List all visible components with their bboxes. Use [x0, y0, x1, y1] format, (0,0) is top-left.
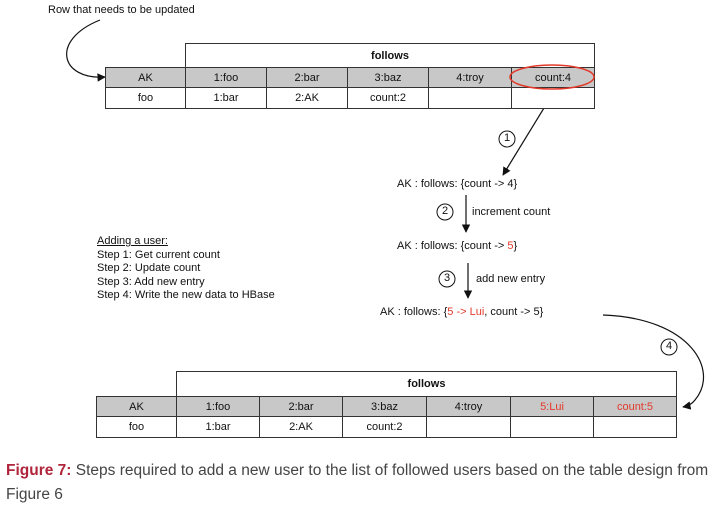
top-row-cell: 1:bar: [185, 87, 267, 109]
top-header-cell: count:4: [511, 67, 595, 88]
top-row-cell: [428, 87, 512, 109]
update-row-note: Row that needs to be updated: [48, 4, 195, 16]
top-row-cell: foo: [105, 87, 186, 109]
bottom-row-cell: 2:AK: [259, 416, 343, 438]
top-header-cell: AK: [105, 67, 186, 88]
bottom-header-cell-count: count:5: [593, 396, 677, 417]
state-line-1: AK : follows: {count -> 4}: [397, 178, 518, 190]
bottom-row-cell: [593, 416, 677, 438]
bottom-family-header: follows: [176, 371, 677, 397]
state-line-3-pre: AK : follows: {: [380, 306, 448, 318]
step4-number: 4: [665, 340, 673, 352]
state-line-2-pre: AK : follows: {count ->: [397, 240, 508, 252]
state-line-2: [397, 240, 517, 252]
adding-user-block: [97, 235, 275, 303]
bottom-header-cell: 4:troy: [426, 396, 511, 417]
top-header-cell: 1:foo: [185, 67, 267, 88]
bottom-row-cell: [510, 416, 594, 438]
bottom-header-cell: 1:foo: [176, 396, 260, 417]
top-header-cell: 3:baz: [347, 67, 429, 88]
state-line-3-post: , count -> 5}: [484, 306, 544, 318]
step3-label: add new entry: [476, 273, 546, 285]
bottom-row-cell: foo: [96, 416, 177, 438]
bottom-header-cell: 2:bar: [259, 396, 343, 417]
adding-user-step: Step 1: Get current count: [97, 248, 220, 261]
top-row-cell: count:2: [347, 87, 429, 109]
bottom-row-cell: count:2: [342, 416, 427, 438]
bottom-row-cell: 1:bar: [176, 416, 260, 438]
state-line-2-post: }: [513, 240, 518, 252]
state-line-3: [380, 306, 543, 318]
adding-user-step: Step 3: Add new entry: [97, 275, 205, 288]
step2-label: increment count: [472, 206, 551, 218]
step3-number: 3: [443, 272, 451, 284]
bottom-row-cell: [426, 416, 511, 438]
bottom-header-cell-new: 5:Lui: [510, 396, 594, 417]
step1-number: 1: [503, 132, 511, 144]
adding-user-step: Step 4: Write the new data to HBase: [97, 289, 275, 301]
top-header-cell: 4:troy: [428, 67, 512, 88]
bottom-header-cell: 3:baz: [342, 396, 427, 417]
top-family-header: follows: [185, 43, 595, 68]
adding-user-title: Adding a user:: [97, 235, 168, 247]
state-line-3-highlight: 5 -> Lui: [447, 306, 485, 318]
top-header-cell: 2:bar: [266, 67, 348, 88]
note-arrow: [67, 20, 105, 77]
caption-text: Steps required to add a new user to the list of followed users based on the table design from Figure 6: [6, 462, 709, 503]
bottom-header-cell: AK: [96, 396, 177, 417]
caption-lead: Figure 7:: [6, 462, 72, 479]
top-row-cell: [511, 87, 595, 109]
top-row-cell: 2:AK: [266, 87, 348, 109]
adding-user-step: Step 2: Update count: [97, 262, 201, 274]
step2-number: 2: [441, 205, 449, 217]
state-line-2-highlight: 5: [507, 240, 514, 252]
figure-caption: [6, 459, 711, 507]
